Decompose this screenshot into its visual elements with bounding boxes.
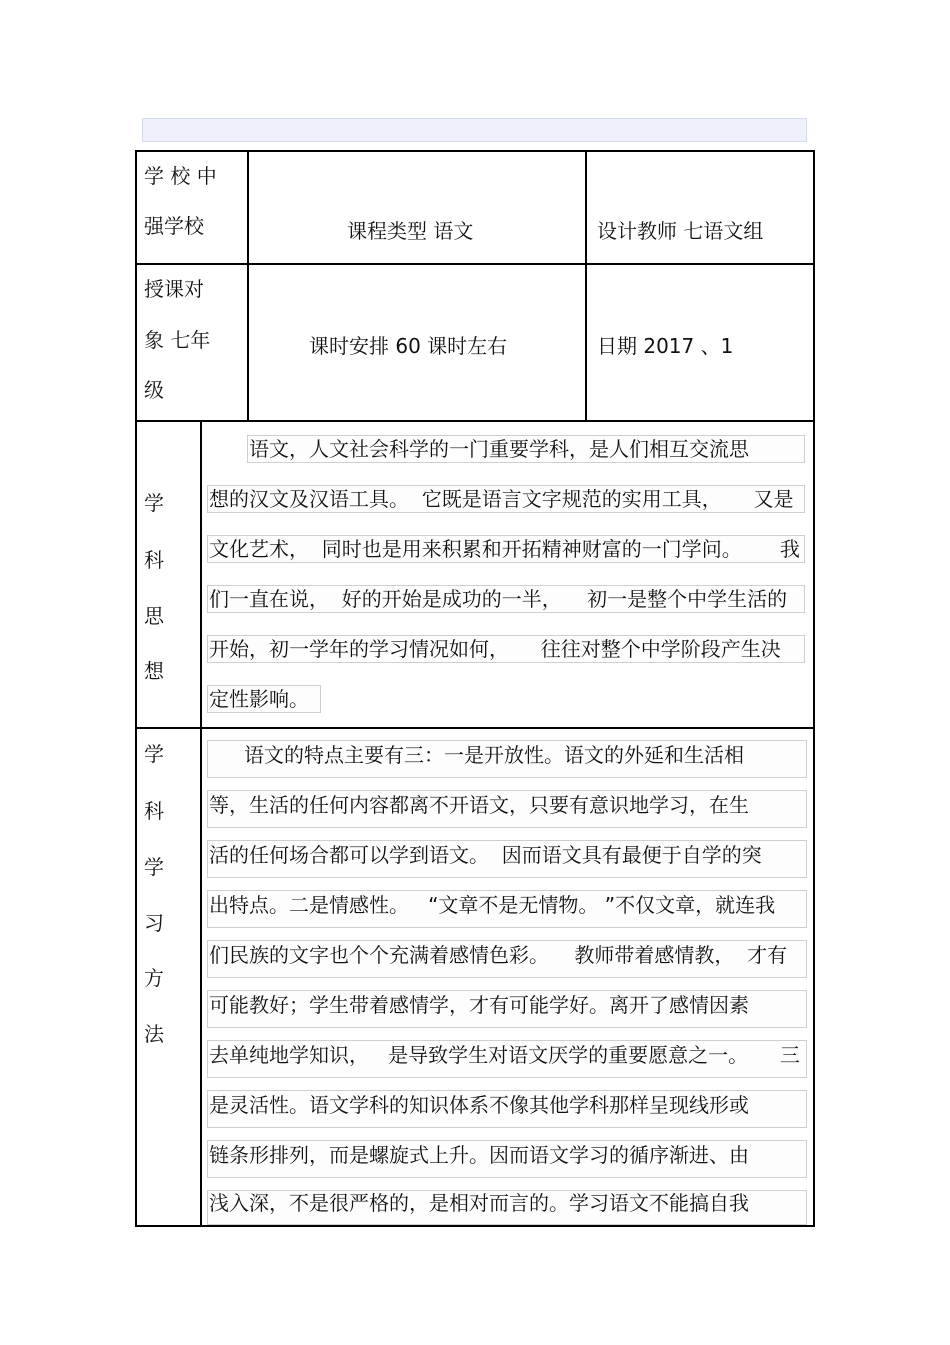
audience-line1: 授课对	[144, 277, 204, 301]
course-type: 课程类型 语文	[347, 219, 474, 243]
section1-label-char: 学	[144, 491, 164, 515]
section1-text-line: 文化艺术， 同时也是用来积累和开拓精神财富的一门学问。 我	[209, 537, 800, 561]
row-divider-1	[135, 263, 815, 265]
section2-text-line: 语文的特点主要有三：一是开放性。语文的外延和生活相	[244, 743, 744, 767]
section2-label-char: 方	[144, 966, 164, 990]
section1-label-char: 想	[144, 659, 164, 683]
col-divider-1	[247, 150, 249, 422]
section1-text-line: 开始，初一学年的学习情况如何， 往往对整个中学阶段产生决	[209, 637, 781, 661]
col-divider-label	[200, 420, 202, 1227]
section2-text-line: 们民族的文字也个个充满着感情色彩。 教师带着感情教， 才有	[209, 943, 788, 967]
section2-text-line: 出特点。二是情感性。 “文章不是无情物。 ”不仅文章，就连我	[209, 893, 776, 917]
section2-text-line: 去单纯地学知识， 是导致学生对语文厌学的重要愿意之一。 三	[209, 1043, 800, 1067]
section2-text-line: 是灵活性。语文学科的知识体系不像其他学科那样呈现线形或	[209, 1093, 749, 1117]
table-border-left	[135, 150, 137, 1227]
col-divider-2	[585, 150, 587, 422]
audience-line3: 级	[144, 378, 164, 402]
row-divider-2	[135, 420, 815, 422]
section1-label-char: 思	[144, 604, 164, 628]
section2-text-line: 浅入深，不是很严格的，是相对而言的。学习语文不能搞自我	[209, 1191, 749, 1215]
header-band	[142, 118, 807, 142]
section2-label-char: 科	[144, 799, 164, 823]
table-border-bottom	[135, 1225, 815, 1227]
section2-label-char: 学	[144, 855, 164, 879]
section2-text-line: 活的任何场合都可以学到语文。 因而语文具有最便于自学的突	[209, 843, 762, 867]
section2-label-char: 学	[144, 742, 164, 766]
table-border-right	[813, 150, 815, 1227]
section1-text-line: 语文，人文社会科学的一门重要学科，是人们相互交流思	[249, 437, 749, 461]
school-label-line1: 学 校 中	[144, 164, 217, 188]
section2-label-char: 法	[144, 1022, 164, 1046]
section2-text-line: 链条形排列，而是螺旋式上升。因而语文学习的循序渐进、由	[209, 1143, 749, 1167]
date: 日期 2017 、1	[597, 334, 734, 358]
school-label-line2: 强学校	[144, 214, 204, 238]
table-border-top	[135, 150, 815, 152]
designer: 设计教师 七语文组	[597, 219, 764, 243]
audience-line2: 象 七年	[144, 328, 211, 352]
section2-label-char: 习	[144, 911, 164, 935]
schedule: 课时安排 60 课时左右	[309, 334, 508, 358]
section2-text-line: 等，生活的任何内容都离不开语文，只要有意识地学习，在生	[209, 793, 749, 817]
section1-text-line: 定性影响。	[209, 687, 309, 711]
section1-text-line: 们一直在说， 好的开始是成功的一半， 初一是整个中学生活的	[209, 587, 788, 611]
section2-text-line: 可能教好；学生带着感情学，才有可能学好。离开了感情因素	[209, 993, 749, 1017]
row-divider-3	[135, 727, 815, 729]
section1-label-char: 科	[144, 548, 164, 572]
section1-text-line: 想的汉文及汉语工具。 它既是语言文字规范的实用工具， 又是	[209, 487, 794, 511]
